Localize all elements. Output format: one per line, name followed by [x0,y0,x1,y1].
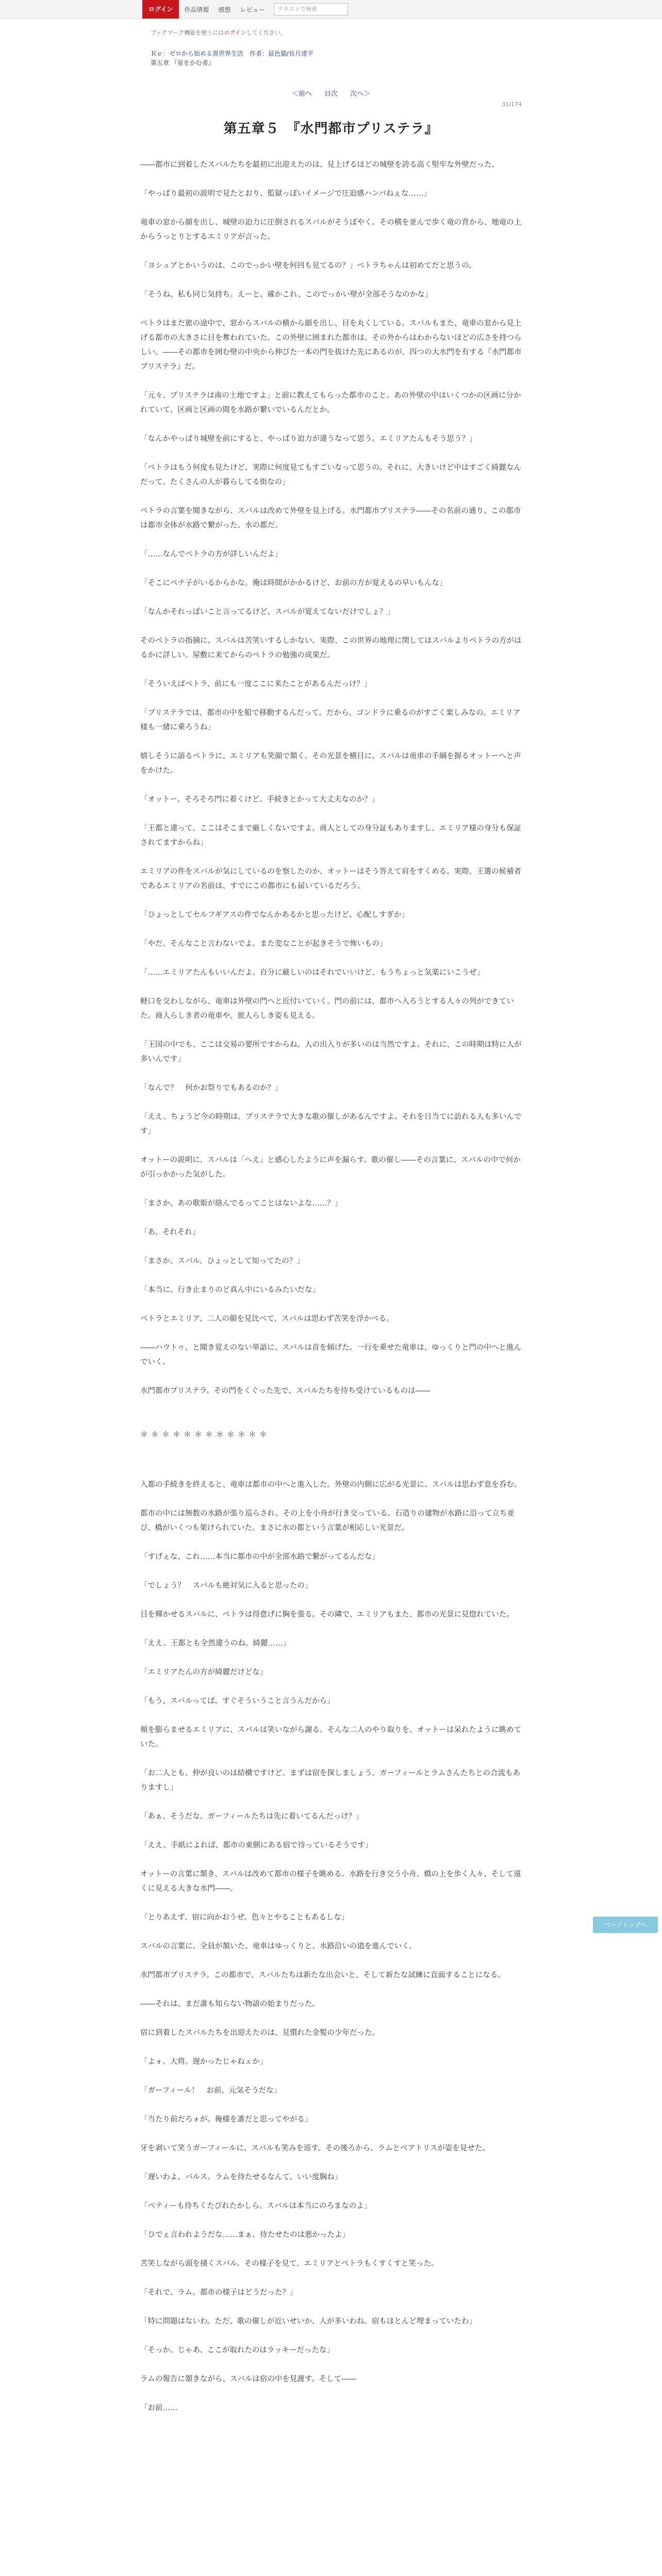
body-paragraph: 「本当に、行き止まりのど真ん中にいるみたいだな」 [140,1286,320,1294]
body-paragraph: 「王都と違って、ここはそこまで厳しくないですよ。商人としての身分証もありますし、エミリア様の身分も保証されてますからね」 [140,824,522,847]
chapter-title: 第五章５ 『水門都市プリステラ』 [223,121,439,137]
body-paragraph: 「ガーフィール！ お前、元気そうだな」 [140,2087,282,2095]
body-paragraph: ――ハウトゥ、と聞き覚えのない単語に、スバルは首を傾げた。一行を乗せた竜車は、ゆっくりと門の中へと進んでいく。 [140,1344,521,1366]
body-paragraph: 「お二人とも、仲が良いのは結構ですけど、まずは宿を探しましょう。ガーフィールとラムさんたちとの合流もありますし」 [140,1769,521,1792]
body-paragraph: ラムの報告に頷きながら、スバルは宿の中を見渡す。そして―― [140,2375,357,2383]
notice-login-link[interactable]: ログイン [224,29,246,36]
nav-impressions[interactable]: 感想 [218,6,231,13]
body-paragraph: 「オットー、そろそろ門に着くけど、手続きとかって大丈夫なのか？」 [140,795,379,804]
body-paragraph: 竜車の窓から顔を出し、城壁の迫力に圧倒されるスバルがそうぼやく。その横を並んで歩く竜の背から、地竜の上からうっとりとするエミリアが言った。 [140,218,522,241]
body-paragraph: ペトラはまだ旅の途中で、窓からスバルの横から顔を出し、目を丸くしている。スバルもまた、竜車の窓から見上げる都市の大きさに目を奪われていた。この外壁に囲まれた都市は、その外からはわからないほどの広さを持つらしい。――その都市を囲む壁の中央から伸びた一本の門を抜けた先にあるのが、四つの大水門を有する『水門都市プリステラ』だ。 [140,319,522,371]
body-paragraph: 「でしょう？ スバルも絶対気に入ると思ったの」 [140,1582,312,1590]
search-input[interactable]: テキストで検索 [274,3,348,15]
body-paragraph: 「当たり前だろォが。俺様を誰だと思ってやがる」 [140,2115,312,2124]
body-paragraph: ――都市に到着したスバルたちを最初に出迎えたのは、見上げるほどの城壁を誇る高く堅牢な外壁だった。 [140,161,499,169]
breadcrumb [151,49,662,67]
body-paragraph: 頬を膨らませるエミリアに、スバルは笑いながら謝る。そんな二人のやり取りを、オットーは呆れたように眺めていた。 [140,1726,522,1749]
page-counter: 31/174 [502,101,522,108]
body-paragraph: スバルの言葉に、全員が頷いた。竜車はゆっくりと、水路沿いの道を進んでいく。 [140,1942,417,1951]
body-paragraph: 水門都市プリステラ。その門をくぐった先で、スバルたちを待ち受けているものは―― [140,1387,431,1395]
top-navigation-bar [0,0,662,19]
body-paragraph: 「お前…… [140,2404,178,2412]
body-paragraph: 「あぁ、そうだな。ガーフィールたちは先に着いてるんだっけ？」 [140,1812,363,1821]
body-paragraph: 「プリステラでは、都市の中を船で移動するんだって。だから、ゴンドラに乗るのがすごく楽しみなの。エミリア様も一緒に乗ろうね」 [140,709,521,732]
chapter-pager [0,88,662,98]
nav-work-info[interactable]: 作品情報 [184,6,209,13]
nav-review[interactable]: レビュー [240,6,265,13]
body-paragraph: そのペトラの指摘に、スバルは苦笑いするしかない。実際、この世界の地理に関してはスバルよりペトラの方がはるかに詳しい。屋敷に来てからのペトラの勉強の成果だ。 [140,637,522,659]
body-paragraph: 「すげぇな、これ……本当に都市の中が全部水路で繋がってるんだな」 [140,1553,379,1561]
page-top-button[interactable]: ページトップへ [593,1917,658,1933]
body-paragraph: 苦笑しながら頭を掻くスバル。その様子を見て、エミリアとペトラもくすくすと笑った。 [140,2260,439,2268]
next-link[interactable]: 次へ＞ [350,90,371,98]
login-button[interactable]: ログイン [142,0,179,19]
body-part-1 [140,158,522,1398]
body-paragraph: 「なんかそれっぽいこと言ってるけど、スバルが覚えてないだけでしょ？」 [140,608,394,616]
body-paragraph: 「ええ、ちょうど今の時期は、プリステラで大きな歌の催しがあるんですよ。それを目当てに訪れる人も多いんです」 [140,1113,522,1136]
notice-prefix: ブックマーク機能を使うには [151,29,224,36]
breadcrumb-work-link[interactable]: Ｒｅ：ゼロから始める異世界生活 作者：鼠色猫/長月達平 [151,50,314,57]
body-paragraph: ペトラとエミリア、二人の顔を見比べて、スバルは思わず苦笑を浮かべる。 [140,1315,394,1323]
breadcrumb-chapter: 第五章 『星をかむ者』 [151,59,214,66]
body-paragraph: 「そこにペテ子がいるからかな。俺は時間がかかるけど、お前の方が覚えるの早いもんな」 [140,579,447,587]
body-paragraph: 都市の中には無数の水路が張り巡らされ、その上を小舟が行き交っている。石造りの建物が水路に沿って立ち並び、橋がいくつも架けられていた。まさに水の都という言葉が相応しい光景だ。 [140,1510,515,1532]
body-part-2 [140,1478,522,2415]
body-paragraph: ――それは、まだ誰も知らない物語の始まりだった。 [140,2000,320,2008]
body-paragraph: 「そういえばペトラ、前にも一度ここに来たことがあるんだっけ？」 [140,680,372,688]
body-paragraph: 水門都市プリステラ。この都市で、スバルたちは新たな出会いと、そして新たな試練に直面することになる。 [140,1971,505,1979]
body-paragraph: 「ひでぇ言われようだな……まぁ、待たせたのは悪かったよ」 [140,2231,350,2239]
body-paragraph: 嬉しそうに語るペトラに、エミリアも笑顔で頷く。その光景を横目に、スバルは竜車の手綱を握るオットーへと声をかけた。 [140,752,521,775]
body-paragraph: 「そうね、私も同じ気持ち。えーと、確かこれ、このでっかい壁が全部そうなのかな」 [140,291,433,299]
body-paragraph: 「もう、スバルってば。すぐそういうこと言うんだから」 [140,1697,335,1705]
body-paragraph: 「元々、プリステラは南の土地ですよ」と前に教えてもらった都市のこと。あの外壁の中はいくつかの区画に分かれていて、区画と区画の間を水路が繋いでいるんだとか。 [140,392,521,414]
body-paragraph: 「……なんでペトラの方が詳しいんだよ」 [140,550,283,558]
body-paragraph: 「やだ、そんなこと言わないでよ。また変なことが起きそうで怖いもの」 [140,940,387,948]
body-paragraph: エミリアの件をスバルが気にしているのを察したのか、オットーはそう答えて肩をすくめる。実際、王選の候補者であるエミリアの名前は、すでにこの都市にも届いているだろう。 [140,868,522,890]
body-paragraph: 「まさか、スバル。ひょっとして知ってたの？」 [140,1257,304,1265]
body-paragraph: 目を輝かせるスバルに、ペトラは得意げに胸を張る。その隣で、エミリアもまた、都市の光景に見惚れていた。 [140,1611,514,1619]
body-paragraph: 「とりあえず、宿に向かおうぜ。色々とやることもあるしな」 [140,1913,349,1922]
toc-link[interactable]: 目次 [324,90,338,98]
body-paragraph: 「……エミリアたんもいいんだよ、自分に厳しいのはそれでいいけど、もうちょっと気楽にいこうぜ」 [140,969,484,977]
chapter-body [140,158,522,2415]
body-paragraph: 「エミリアたんの方が綺麗だけどな」 [140,1668,268,1676]
body-paragraph: 「あ、それそれ」 [140,1228,200,1236]
body-paragraph: 「なんで？ 何かお祭りでもあるのか？」 [140,1084,283,1092]
body-paragraph: 「王国の中でも、ここは交易の要所ですからね。人の出入りが多いのは当然ですよ。それに、この時期は特に人が多いんです」 [140,1041,522,1063]
bookmark-notice [151,28,662,37]
body-paragraph: 「遅いわよ、バルス。ラムを待たせるなんて、いい度胸ね」 [140,2173,342,2181]
body-paragraph: 「よォ、大将。遅かったじゃねェか」 [140,2058,268,2066]
body-paragraph: ペトラの言葉を聞きながら、スバルは改めて外壁を見上げる。水門都市プリステラ――その名前の通り、この都市は都市全体が水路で繋がった、水の都だ。 [140,507,521,530]
prev-link[interactable]: ＜前へ [291,90,312,98]
body-paragraph: 「なんかやっぱり城壁を前にすると、やっぱり迫力が違うなって思う。エミリアたんもそう思う？」 [140,435,477,443]
body-paragraph: 牙を剥いて笑うガーフィールに、スバルも笑みを返す。その後ろから、ラムとベアトリスが姿を見せた。 [140,2144,490,2153]
body-paragraph: 「ええ、手紙によれば、都市の東側にある宿で待っているそうです」 [140,1841,373,1850]
body-paragraph: 宿に到着したスバルたちを出迎えたのは、見慣れた金髪の少年だった。 [140,2029,379,2037]
notice-suffix: してください。 [246,29,286,36]
body-paragraph: 「そっか。じゃあ、ここが取れたのはラッキーだったな」 [140,2346,335,2354]
body-paragraph: 「ひょっとしてセルフギアスの件でなんかあるかと思ったけど、心配しすぎか」 [140,911,409,919]
body-paragraph: 「ベティーも待ちくたびれたかしら。スバルは本当にのろまなのよ」 [140,2202,372,2210]
body-paragraph: オットーの説明に、スバルは「へえ」と感心したように声を漏らす。歌の催し――その言葉に、スバルの中で何かが引っかかった気がした。 [140,1156,521,1179]
body-paragraph: オットーの言葉に頷き、スバルは改めて都市の様子を眺める。水路を行き交う小舟、橋の上を歩く人々、そして遠くに見える大きな水門――。 [140,1870,521,1893]
body-paragraph: 「まさか、あの歌姫が絡んでるってことはないよな……？」 [140,1199,342,1208]
body-paragraph: 「ヨシュアとかいうのは、このでっかい壁を何回も見てるの？」ペトラちゃんは初めてだと思うの。 [140,262,476,270]
body-paragraph: 「ええ、王都とも全然違うのね。綺麗……」 [140,1639,290,1648]
body-paragraph: 「ペトラはもう何度も見たけど、実際に何度見てもすごいなって思うの。それに、大きいけど中はすごく綺麗なんだって。たくさんの人が暮らしてる街なの」 [140,464,521,486]
body-paragraph: 「やっぱり最初の説明で見たとおり、監獄っぽいイメージで圧迫感ハンパねぇな……」 [140,190,432,198]
body-paragraph: 入都の手続きを終えると、竜車は都市の中へと進入した。外壁の内側に広がる光景に、スバルは思わず息を呑む。 [140,1481,522,1489]
body-paragraph: 「それで、ラム。都市の様子はどうだった？」 [140,2289,297,2297]
body-paragraph: 「特に問題はないわ。ただ、歌の催しが近いせいか、人が多いわね。宿もほとんど埋まっていたわ」 [140,2317,476,2326]
body-paragraph: 軽口を交わしながら、竜車は外壁の門へと近付いていく。門の前には、都市へ入ろうとする人々の列ができていた。商人らしき者の竜車や、旅人らしき姿も見える。 [140,997,514,1020]
scene-separator: ＊＊＊＊＊＊＊＊＊＊＊＊ [140,1430,271,1439]
